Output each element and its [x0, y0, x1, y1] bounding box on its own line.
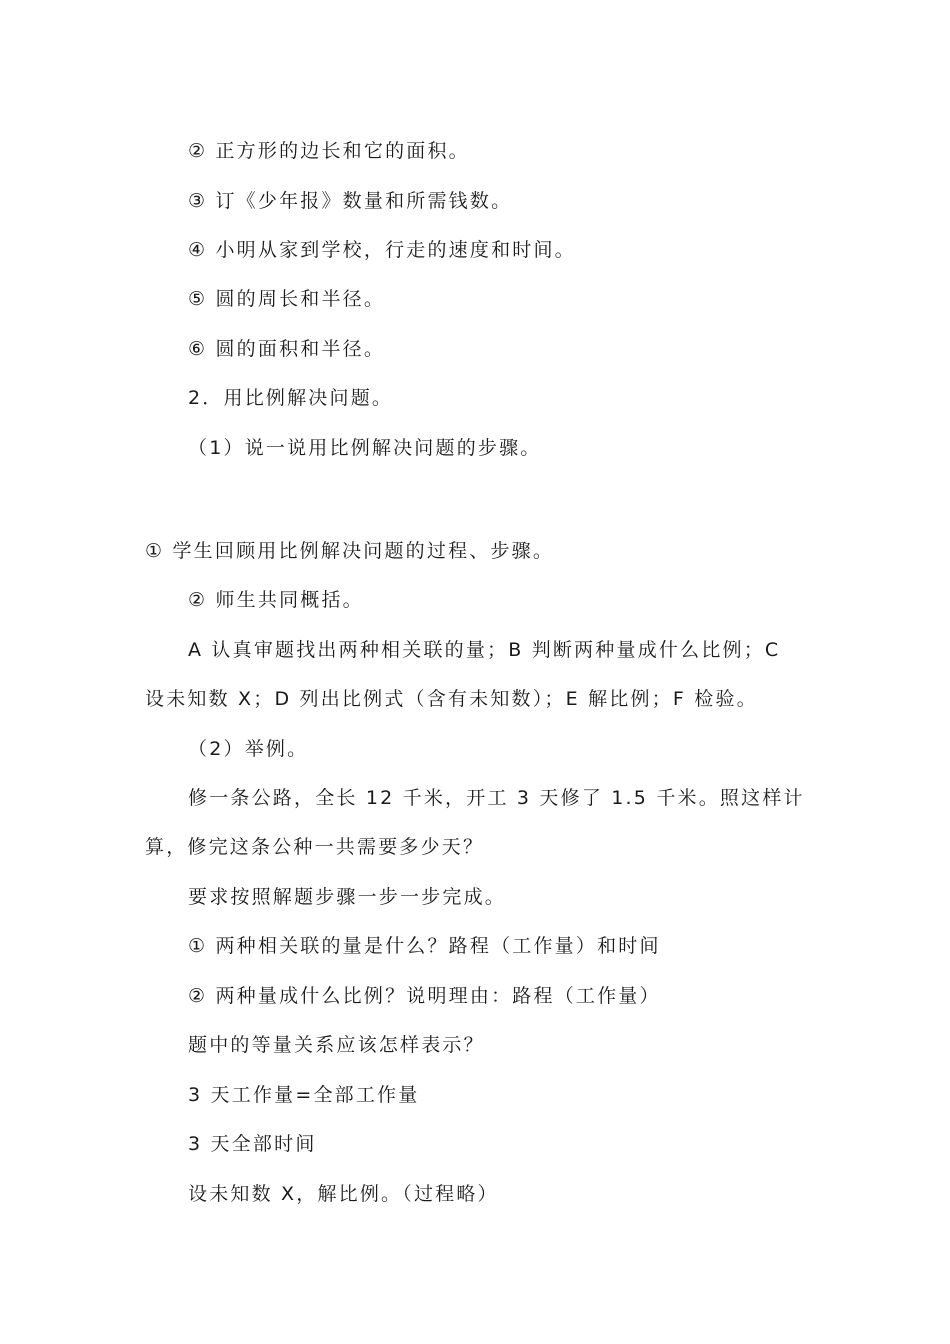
text-line: ③ 订《少年报》数量和所需钱数。 [188, 190, 513, 212]
text-line: ② 师生共同概括。 [188, 589, 364, 611]
text-line: ⑤ 圆的周长和半径。 [188, 288, 386, 310]
text-line: ① 学生回顾用比例解决问题的过程、步骤。 [145, 540, 555, 562]
text-line: ④ 小明从家到学校，行走的速度和时间。 [188, 239, 576, 261]
text-line: 2．用比例解决问题。 [188, 387, 394, 409]
text-line: ② 两种量成什么比例？说明理由：路程（工作量） [188, 985, 661, 1007]
text-line: 设未知数 X，解比例。（过程略） [188, 1183, 499, 1205]
text-line: A 认真审题找出两种相关联的量；B 判断两种量成什么比例；C [188, 639, 781, 661]
text-line: ⑥ 圆的面积和半径。 [188, 338, 386, 360]
text-line: 3 天工作量=全部工作量 [188, 1084, 420, 1106]
text-line: 设未知数 X；D 列出比例式（含有未知数）；E 解比例；F 检验。 [145, 688, 758, 710]
text-line: ① 两种相关联的量是什么？路程（工作量）和时间 [188, 935, 661, 957]
text-line: （2）举例。 [188, 738, 309, 760]
text-line: ② 正方形的边长和它的面积。 [188, 140, 470, 162]
text-line: 题中的等量关系应该怎样表示？ [188, 1034, 485, 1056]
text-line: （1）说一说用比例解决问题的步骤。 [188, 437, 542, 459]
text-line: 要求按照解题步骤一步一步完成。 [188, 886, 507, 908]
text-line: 算，修完这条公种一共需要多少天？ [145, 836, 485, 858]
text-line: 3 天全部时间 [188, 1133, 317, 1155]
text-line: 修一条公路，全长 12 千米，开工 3 天修了 1.5 千米。照这样计 [188, 787, 805, 809]
